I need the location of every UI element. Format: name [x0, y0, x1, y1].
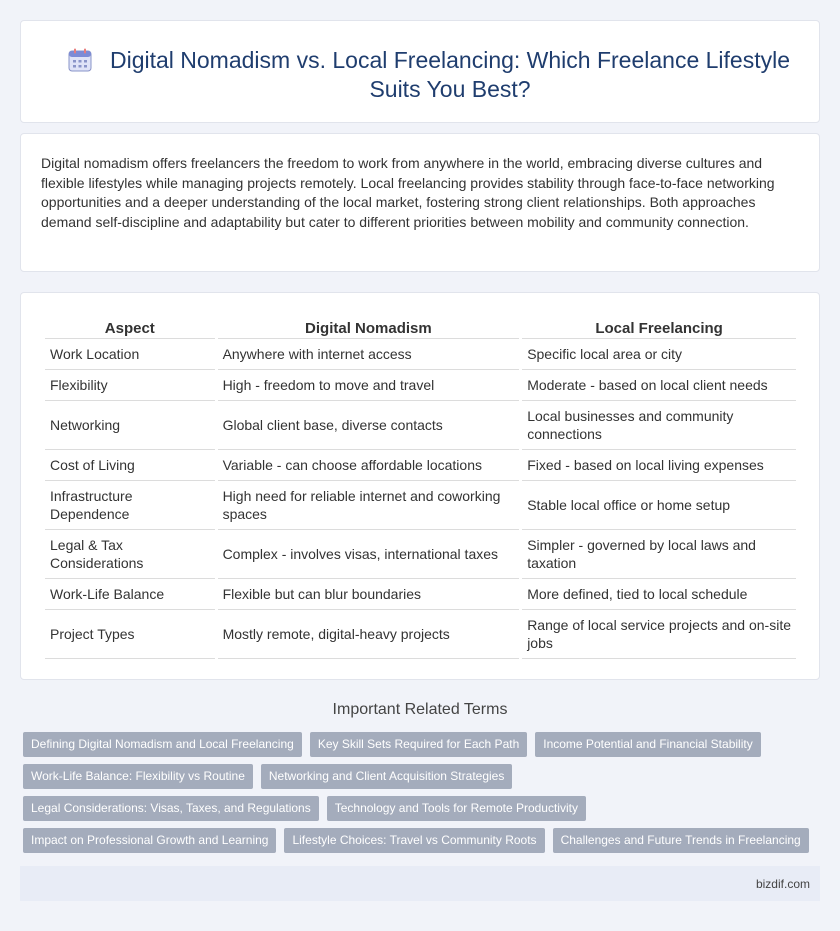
table-row: [45, 481, 796, 530]
table-header-row: [45, 313, 796, 339]
related-term-tag[interactable]: Networking and Client Acquisition Strategies: [261, 764, 512, 789]
table-cell: Stable local office or home setup: [522, 481, 796, 530]
related-term-tag[interactable]: Work-Life Balance: Flexibility vs Routine: [23, 764, 253, 789]
table-cell: Flexible but can blur boundaries: [218, 579, 520, 610]
related-term-tag[interactable]: Defining Digital Nomadism and Local Freelancing: [23, 732, 302, 757]
table-cell-aspect: Work-Life Balance: [45, 579, 215, 610]
related-term-tag[interactable]: Lifestyle Choices: Travel vs Community Roots: [284, 828, 544, 853]
table-cell: High - freedom to move and travel: [218, 370, 520, 401]
table-row: [45, 610, 796, 659]
footer-brand-link[interactable]: bizdif.com: [755, 877, 810, 891]
related-term-tag[interactable]: Impact on Professional Growth and Learning: [23, 828, 276, 853]
table-cell: Anywhere with internet access: [218, 339, 520, 370]
table-cell: Variable - can choose affordable locations: [218, 450, 520, 481]
table-row: [45, 579, 796, 610]
related-terms-title: Important Related Terms: [332, 701, 508, 718]
table-cell-aspect: Flexibility: [45, 370, 215, 401]
table-cell: Local businesses and community connections: [522, 401, 796, 450]
table-cell-aspect: Work Location: [45, 339, 215, 370]
table-cell: Moderate - based on local client needs: [522, 370, 796, 401]
table-row: [45, 450, 796, 481]
table-row: [45, 370, 796, 401]
comparison-table: [42, 313, 799, 659]
related-term-tag[interactable]: Key Skill Sets Required for Each Path: [310, 732, 527, 757]
table-cell: Range of local service projects and on-site jobs: [522, 610, 796, 659]
table-cell-aspect: Infrastructure Dependence: [45, 481, 215, 530]
table-cell: Fixed - based on local living expenses: [522, 450, 796, 481]
related-term-tag[interactable]: Technology and Tools for Remote Productivity: [327, 796, 586, 821]
table-cell: Mostly remote, digital-heavy projects: [218, 610, 520, 659]
table-cell: Specific local area or city: [522, 339, 796, 370]
table-row: [45, 339, 796, 370]
table-cell-aspect: Networking: [45, 401, 215, 450]
table-cell-aspect: Project Types: [45, 610, 215, 659]
table-row: [45, 401, 796, 450]
table-cell-aspect: Cost of Living: [45, 450, 215, 481]
related-term-tag[interactable]: Income Potential and Financial Stability: [535, 732, 760, 757]
column-header-aspect: Aspect: [45, 313, 215, 339]
comparison-table-card: [20, 292, 820, 680]
calendar-icon: [67, 47, 93, 73]
related-terms-list: [23, 732, 823, 860]
table-row: [45, 530, 796, 579]
table-cell: High need for reliable internet and coworking spaces: [218, 481, 520, 530]
page-title: Digital Nomadism vs. Local Freelancing: Which Freelance Lifestyle Suits You Best?: [109, 47, 791, 102]
table-cell-aspect: Legal & Tax Considerations: [45, 530, 215, 579]
related-term-tag[interactable]: Legal Considerations: Visas, Taxes, and Regulations: [23, 796, 319, 821]
intro-card: [20, 133, 820, 272]
table-cell: Simpler - governed by local laws and taxation: [522, 530, 796, 579]
column-header-local-freelancing: Local Freelancing: [522, 313, 796, 339]
table-cell: Global client base, diverse contacts: [218, 401, 520, 450]
column-header-digital-nomadism: Digital Nomadism: [218, 313, 520, 339]
table-cell: More defined, tied to local schedule: [522, 579, 796, 610]
related-term-tag[interactable]: Challenges and Future Trends in Freelancing: [553, 828, 809, 853]
table-cell: Complex - involves visas, international taxes: [218, 530, 520, 579]
footer: [20, 866, 820, 901]
intro-paragraph: Digital nomadism offers freelancers the freedom to work from anywhere in the world, embracing diverse cultures and flexible lifestyles while managing projects remotely. Local freelancing provides stability through face-to-face networking opportunities and a deeper understanding of the local market, fostering strong client relationships. Both approaches demand self-discipline and adaptability but cater to different priorities between mobility and community connection.: [41, 155, 775, 230]
title-card: [20, 20, 820, 123]
